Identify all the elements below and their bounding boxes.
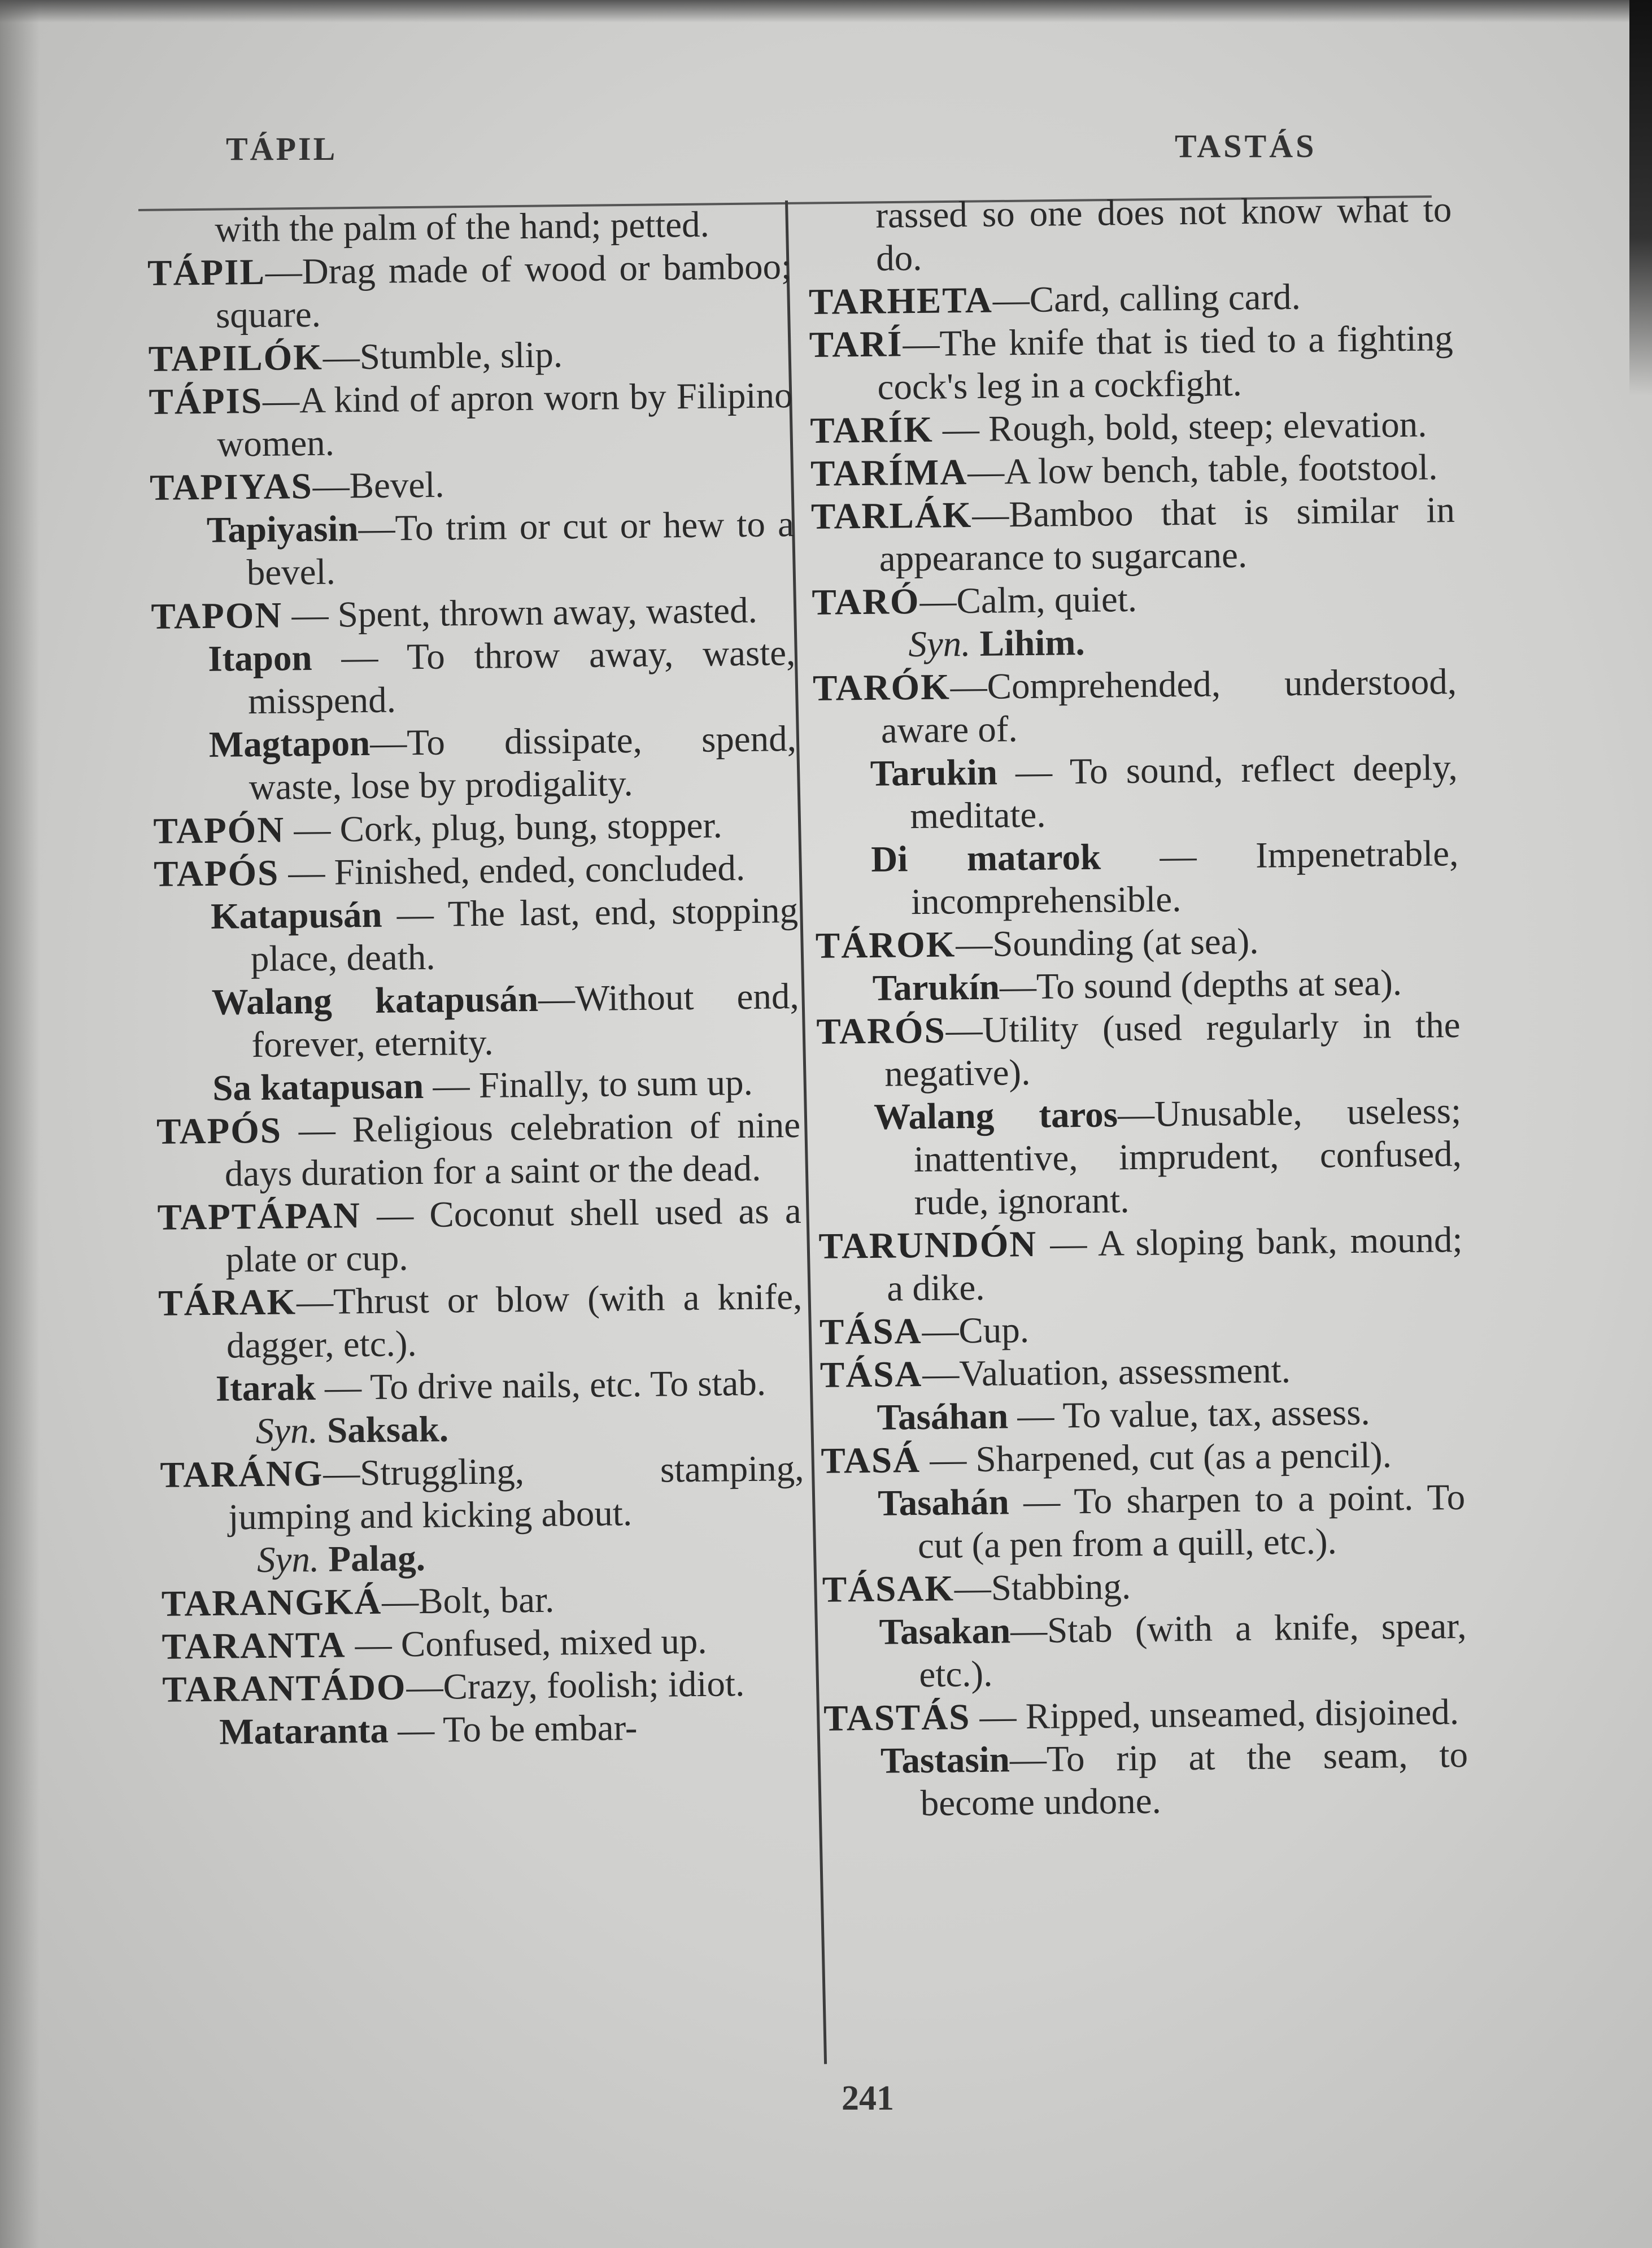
definition: To sound (depths at sea). xyxy=(1036,962,1402,1007)
dash-separator: — xyxy=(920,1439,976,1481)
dictionary-entry xyxy=(811,489,1456,581)
headword: TARÓ xyxy=(812,581,920,623)
headword: TAPTÁPAN xyxy=(157,1195,361,1238)
headword: TÁSA xyxy=(819,1310,922,1353)
dash-separator: — xyxy=(278,852,335,894)
definition: Unusable, useless; inattentive, imprudent, confused, rude, ignorant. xyxy=(913,1090,1462,1223)
definition: Sounding (at sea). xyxy=(992,921,1259,965)
dash-separator: — xyxy=(262,380,300,421)
sub-entry xyxy=(820,1390,1464,1440)
sub-headword: Walang taros xyxy=(873,1094,1118,1138)
sub-headword: Tasáhan xyxy=(877,1396,1009,1438)
definition: To rip at the seam, to become undone. xyxy=(920,1734,1468,1824)
sub-headword: Tastasin xyxy=(880,1739,1010,1781)
headword: TARANTA xyxy=(162,1624,346,1667)
synonym-line xyxy=(812,617,1457,667)
definition: Ripped, unseamed, disjoined. xyxy=(1025,1692,1459,1737)
synonym-label: Syn. xyxy=(255,1410,319,1452)
sub-entry xyxy=(163,1705,807,1754)
dash-separator: — xyxy=(1010,1610,1048,1652)
dictionary-entry xyxy=(821,1433,1465,1483)
headword: TARÓS xyxy=(816,1010,947,1052)
right-guide-word: TASTÁS xyxy=(1175,128,1317,164)
dash-separator: — xyxy=(954,1567,992,1609)
dash-separator: — xyxy=(360,1194,430,1236)
definition: To be embar- xyxy=(442,1707,638,1750)
dictionary-entry xyxy=(158,1275,803,1368)
sub-headword: Mataranta xyxy=(219,1710,389,1753)
definition: Bevel. xyxy=(349,464,444,507)
definition: Bolt, bar. xyxy=(418,1579,555,1622)
dictionary-entry xyxy=(162,1662,807,1711)
dash-separator: — xyxy=(1009,1481,1074,1523)
sub-entry xyxy=(821,1476,1466,1569)
dash-separator: — xyxy=(967,451,1005,493)
continuation-text: with the palm of the hand; petted. xyxy=(215,204,710,250)
headword: TAPON xyxy=(151,595,283,637)
sub-entry xyxy=(152,717,797,810)
headword: TARLÁK xyxy=(810,494,973,537)
dash-separator: — xyxy=(388,1709,443,1751)
sub-entry xyxy=(824,1733,1469,1826)
headword: TAPÓN xyxy=(153,809,285,852)
dash-separator: — xyxy=(945,1009,983,1051)
definition: To sharpen to a point. To cut (a pen from a quill, etc.). xyxy=(917,1476,1466,1567)
dictionary-entry xyxy=(813,660,1458,753)
dash-separator: — xyxy=(950,666,988,708)
dictionary-entry xyxy=(810,446,1455,495)
dash-separator: — xyxy=(922,1310,959,1352)
definition: Crazy, foolish; idiot. xyxy=(443,1663,745,1707)
dictionary-entry xyxy=(147,245,792,338)
definition: Calm, quiet. xyxy=(956,578,1137,622)
headword: TÁPIL xyxy=(147,251,266,294)
headword: TÁSAK xyxy=(822,1568,955,1610)
dash-separator: — xyxy=(406,1666,443,1708)
definition: Religious celebration of nine days duration for a saint or the dead. xyxy=(224,1104,801,1195)
left-column xyxy=(147,202,807,1754)
dictionary-entry xyxy=(149,374,794,467)
dictionary-entry xyxy=(161,1576,805,1626)
sub-entry xyxy=(159,1361,803,1411)
dictionary-entry xyxy=(153,803,797,853)
dash-separator: — xyxy=(1036,1223,1099,1265)
dash-separator: — xyxy=(919,581,957,622)
definition: To sound, reflect deeply, meditate. xyxy=(910,747,1458,837)
dash-separator: — xyxy=(992,279,1030,321)
dictionary-entry xyxy=(809,317,1454,409)
synonym-word: Lihim. xyxy=(979,622,1086,664)
definition: Stabbing. xyxy=(991,1566,1131,1609)
dictionary-entry xyxy=(820,1304,1464,1354)
sub-headword: Tasahán xyxy=(877,1482,1010,1524)
top-edge-shadow xyxy=(0,0,1652,23)
synonym-label: Syn. xyxy=(256,1539,320,1581)
dash-separator: — xyxy=(933,408,989,450)
entry-list xyxy=(809,274,1469,1826)
dictionary-entry xyxy=(156,1104,801,1196)
dictionary-entry xyxy=(822,1562,1466,1611)
sub-entry xyxy=(154,889,799,982)
dash-separator: — xyxy=(381,1581,419,1622)
definition: A sloping bank, mound; a dike. xyxy=(886,1219,1463,1309)
definition: Card, calling card. xyxy=(1029,276,1301,320)
dictionary-entry xyxy=(148,331,792,381)
sub-headword: Magtapon xyxy=(208,722,370,765)
headword: TÁRAK xyxy=(158,1282,297,1324)
dash-separator: — xyxy=(358,508,395,550)
dictionary-entry xyxy=(820,1347,1464,1397)
dash-separator: — xyxy=(1117,1093,1155,1135)
dictionary-entry xyxy=(816,918,1460,968)
definition: Coconut shell used as a plate or cup. xyxy=(225,1190,802,1280)
dictionary-entry xyxy=(823,1691,1468,1740)
dictionary-entry xyxy=(150,460,794,509)
dash-separator: — xyxy=(903,323,940,365)
sub-headword: Tapiyasin xyxy=(206,508,359,551)
dash-separator: — xyxy=(284,809,341,851)
headword: TARÍK xyxy=(810,409,934,451)
definition: Cork, plug, bung, stopper. xyxy=(339,805,723,850)
definition: Finished, ended, concluded. xyxy=(334,847,746,893)
headword: TÁSA xyxy=(820,1353,923,1396)
dictionary-entry xyxy=(818,1218,1463,1311)
definition: Bamboo that is similar in appearance to sugarcane. xyxy=(879,490,1455,580)
dash-separator: — xyxy=(282,594,338,636)
dash-separator: — xyxy=(369,722,407,764)
dash-separator: — xyxy=(1008,1395,1063,1437)
definition: Confused, mixed up. xyxy=(400,1620,707,1665)
definition: To drive nails, etc. To stab. xyxy=(369,1362,766,1408)
headword: TARÓK xyxy=(812,666,951,709)
synonym-label: Syn. xyxy=(908,624,971,665)
dictionary-entry xyxy=(160,1447,805,1540)
definition: A low bench, table, footstool. xyxy=(1004,447,1438,493)
synonym-line xyxy=(159,1404,804,1454)
headword: TAPILÓK xyxy=(148,337,324,380)
spine-shadow xyxy=(0,0,40,2248)
right-column xyxy=(808,188,1468,1826)
dash-separator: — xyxy=(322,1453,360,1494)
dash-separator: — xyxy=(315,1366,370,1408)
definition: To trim or cut or hew to a bevel. xyxy=(246,504,795,594)
dictionary-entry xyxy=(162,1619,806,1668)
definition: Valuation, assessment. xyxy=(958,1350,1291,1395)
sub-headword: Tarukín xyxy=(872,966,1000,1009)
definition: Without end, forever, eternity. xyxy=(251,975,800,1066)
dictionary-entry xyxy=(810,403,1454,452)
headword: TARÍ xyxy=(809,324,903,365)
sub-headword: Katapusán xyxy=(210,894,382,937)
dash-separator: — xyxy=(312,637,407,678)
headword: TARHETA xyxy=(808,280,993,323)
sub-headword: Sa katapusan xyxy=(212,1065,424,1109)
dash-separator: — xyxy=(1100,835,1256,878)
definition: Struggling, stamping, jumping and kicking about. xyxy=(228,1448,804,1538)
definition: Spent, thrown away, wasted. xyxy=(337,590,758,635)
definition: Stumble, slip. xyxy=(359,334,563,378)
headword: TAPÓS xyxy=(156,1110,282,1152)
sub-entry xyxy=(813,746,1458,839)
sub-entry xyxy=(151,631,796,724)
sub-entry xyxy=(817,1090,1462,1225)
definition: Finally, to sum up. xyxy=(478,1062,753,1106)
dash-separator: — xyxy=(970,1696,1026,1738)
dash-separator: — xyxy=(999,966,1037,1008)
definition: To throw away, waste, misspend. xyxy=(247,633,796,722)
sub-headword: Itarak xyxy=(215,1367,316,1409)
definition: Thrust or blow (with a knife, dagger, etc.). xyxy=(226,1276,803,1366)
headword: TAPIYAS xyxy=(149,465,313,508)
dictionary-entry xyxy=(812,574,1456,624)
definition: Drag made of wood or bamboo; square. xyxy=(215,246,792,336)
sub-entry xyxy=(814,832,1459,925)
definition: Sharpened, cut (as a pencil). xyxy=(975,1435,1392,1480)
headword: TAPÓS xyxy=(153,852,280,895)
dash-separator: — xyxy=(281,1109,353,1151)
page-number: 241 xyxy=(842,2079,894,2118)
headword: TARÍMA xyxy=(810,452,968,494)
headword: TASTÁS xyxy=(823,1697,971,1739)
dash-separator: — xyxy=(955,923,993,965)
entry-list xyxy=(147,245,807,1754)
dictionary-entry xyxy=(157,1190,802,1282)
dash-separator: — xyxy=(423,1065,480,1106)
dictionary-entry xyxy=(816,1004,1461,1096)
page-edge xyxy=(1629,0,1652,395)
sub-headword: Walang katapusán xyxy=(211,978,539,1023)
dash-separator: — xyxy=(296,1281,334,1323)
headword: TARÁNG xyxy=(160,1453,324,1496)
headword: TARANTÁDO xyxy=(162,1667,407,1710)
headword: TÁPIS xyxy=(149,380,263,422)
dash-separator: — xyxy=(971,494,1009,535)
synonym-word: Palag. xyxy=(328,1537,426,1580)
definition: The last, end, stopping place, death. xyxy=(250,890,799,980)
synonym-word: Saksak. xyxy=(326,1409,449,1451)
definition: Utility (used regularly in the negative). xyxy=(884,1004,1461,1095)
definition: The knife that is tied to a fighting cock's leg in a cockfight. xyxy=(877,318,1454,408)
definition: Impenetrable, incomprehensible. xyxy=(910,833,1459,923)
definition: Rough, bold, steep; elevation. xyxy=(988,404,1427,450)
dash-separator: — xyxy=(1009,1739,1047,1780)
sub-entry xyxy=(150,503,795,595)
dictionary-entry xyxy=(154,846,798,896)
dictionary-entry xyxy=(151,589,795,638)
sub-entry xyxy=(156,1061,800,1110)
sub-entry xyxy=(816,961,1460,1010)
headword: TARANGKÁ xyxy=(161,1581,382,1624)
headword: TARUNDÓN xyxy=(818,1223,1038,1267)
continuation-text: rassed so one does not know what to do. xyxy=(875,189,1452,279)
dictionary-entry xyxy=(809,274,1453,324)
dash-separator: — xyxy=(538,978,576,1020)
sub-headword: Di matarok xyxy=(870,837,1101,880)
dash-separator: — xyxy=(322,337,360,378)
sub-entry xyxy=(155,975,800,1068)
dash-separator: — xyxy=(997,751,1070,793)
headword: TÁROK xyxy=(815,924,956,966)
definition: To value, tax, assess. xyxy=(1062,1392,1371,1436)
definition: To dissipate, spend, waste, lose by prodigality. xyxy=(249,718,797,808)
dash-separator: — xyxy=(346,1624,402,1666)
dash-separator: — xyxy=(382,894,448,935)
sub-entry xyxy=(822,1605,1467,1697)
sub-headword: Tarukin xyxy=(870,752,998,794)
dash-separator: — xyxy=(312,465,350,507)
sub-headword: Tasakan xyxy=(879,1610,1011,1653)
definition: Comprehended, understood, aware of. xyxy=(881,661,1457,751)
dash-separator: — xyxy=(265,251,303,293)
definition: Stab (with a knife, spear, etc.). xyxy=(919,1605,1467,1696)
definition: A kind of apron worn by Filipino women. xyxy=(216,375,793,465)
headword: TASÁ xyxy=(821,1440,921,1482)
synonym-line xyxy=(161,1533,805,1583)
definition: Cup. xyxy=(958,1310,1030,1352)
sub-headword: Itapon xyxy=(207,637,312,679)
left-guide-word: TÁPIL xyxy=(226,130,338,167)
dash-separator: — xyxy=(922,1353,960,1395)
